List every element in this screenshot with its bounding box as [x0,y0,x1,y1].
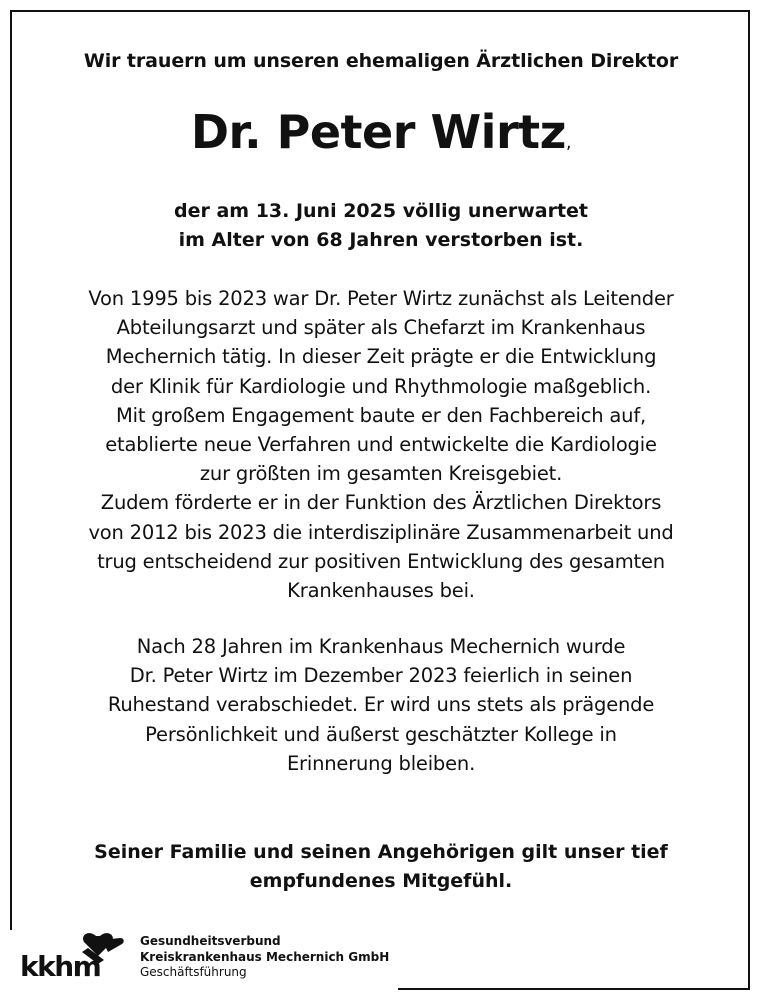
death-line-1: der am 13. Juni 2025 völlig unerwartet [173,200,589,222]
death-notice [0,197,762,255]
closing-line-1: Seiner Familie und seinen Angehörigen gilt unser tief [94,841,668,863]
org-line-3: Geschäftsführung [140,965,247,979]
para1-line: der Klinik für Kardiologie und Rhythmologie maßgeblich. [110,374,652,398]
retirement-paragraph [30,632,732,778]
condolence-text [0,838,762,896]
para2-line: Erinnerung bleiben. [286,751,476,775]
para1-line: Abteilungsarzt und später als Chefarzt im Krankenhaus [116,316,646,340]
para2-line: Dr. Peter Wirtz im Dezember 2023 feierlich in seinen [129,664,633,688]
para1-line: Zudem förderte er in der Funktion des Ärztlichen Direktors [100,491,662,515]
para1-line: etablierte neue Verfahren und entwickelte die Kardiologie [105,433,657,457]
deceased-name [0,105,762,159]
kkhm-wordmark: kkhm [20,950,101,983]
org-line-2: Kreiskrankenhaus Mechernich GmbH [140,949,390,964]
organization-block [140,934,389,981]
para2-line: Ruhestand verabschiedet. Er wird uns stets als prägende [107,693,655,717]
para1-line: Mechernich tätig. In dieser Zeit prägte er die Entwicklung [105,345,657,369]
para2-line: Nach 28 Jahren im Krankenhaus Mechernich wurde [136,635,626,658]
para1-line: Mit großem Engagement baute er den Fachbereich auf, [116,403,646,427]
org-line-1: Gesundheitsverbund [140,934,281,948]
para2-line: Persönlichkeit und äußerst geschätzter Kollege in [145,722,617,746]
name-text: Dr. Peter Wirtz [190,105,566,159]
name-comma: , [565,132,572,153]
intro-text: Wir trauern um unseren ehemaligen Ärztlichen Direktor [83,50,679,72]
death-line-2: im Alter von 68 Jahren verstorben ist. [178,229,584,251]
para1-line: von 2012 bis 2023 die interdisziplinäre Zusammenarbeit und [88,520,674,544]
para1-line: zur größten im gesamten Kreisgebiet. [199,462,563,486]
career-paragraph [30,284,732,605]
para1-line: trug entscheidend zur positiven Entwicklung des gesamten [97,549,665,573]
para1-line: Von 1995 bis 2023 war Dr. Peter Wirtz zunächst als Leitender [88,287,674,310]
para1-line: Krankenhauses bei. [287,579,475,603]
closing-line-2: empfundenes Mitgefühl. [249,870,513,892]
